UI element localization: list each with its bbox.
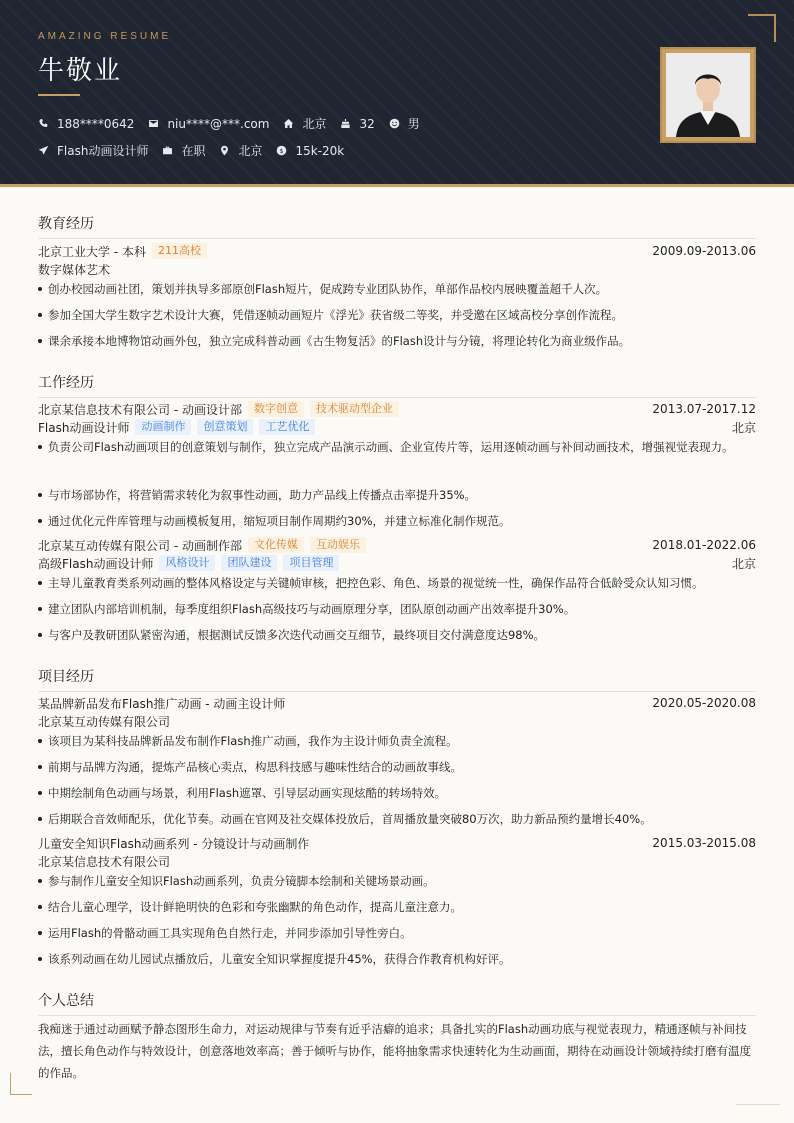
- mail-icon: [148, 118, 159, 129]
- skill-tag: 动画制作: [135, 419, 191, 435]
- target-city-item: [219, 142, 262, 159]
- target-city-text: 北京: [238, 144, 263, 158]
- list-item: 运用Flash的骨骼动画工具实现角色自然行走，并同步添加引导性旁白。: [38, 923, 738, 943]
- project-header-row: [38, 834, 756, 852]
- header-gold-rule: [0, 184, 794, 187]
- status-item: [162, 142, 205, 159]
- job-title-text: Flash动画设计师: [57, 144, 149, 158]
- location-item: [283, 115, 326, 132]
- skill-tag: 团队建设: [221, 555, 277, 571]
- list-item: 通过优化元件库管理与动画模板复用，缩短项目制作周期约30%，并建立标准化制作规范。: [38, 511, 738, 531]
- list-item: 创办校园动画社团，策划并执导多部原创Flash短片，促成跨专业团队协作，单部作品校内展映覆盖超千人次。: [38, 279, 738, 299]
- face-icon: [389, 118, 400, 129]
- list-item: 后期联合音效师配乐，优化节奏。动画在官网及社交媒体投放后，首周播放量突破80万次，助力新品预约量增长40%。: [38, 809, 738, 829]
- location-text: 北京: [302, 117, 327, 131]
- job-company: 北京某互动传媒有限公司 - 动画制作部: [38, 538, 242, 553]
- job-header-row: [38, 400, 756, 418]
- status-text: 在职: [181, 144, 206, 158]
- project-date: 2015.03-2015.08: [652, 836, 756, 850]
- section-title-work: 工作经历: [38, 372, 756, 398]
- job-header-row: [38, 536, 756, 554]
- list-item: 结合儿童心理学，设计鲜艳明快的色彩和夸张幽默的角色动作，提高儿童注意力。: [38, 897, 738, 917]
- summary-text: 我痴迷于通过动画赋予静态图形生命力，对运动规律与节奏有近乎洁癖的追求；具备扎实的Flash动画功底与视觉表现力，精通逐帧与补间技法，擅长角色动作与特效设计，创意落地效率高；善于倾听与协作，能将抽象需求快速转化为生动画面，期待在动画设计领域持续打磨有温度的作品。: [38, 1022, 751, 1080]
- job-date: 2013.07-2017.12: [652, 402, 756, 416]
- job-role: Flash动画设计师: [38, 420, 130, 435]
- briefcase-icon: [162, 145, 173, 156]
- skill-tag: 项目管理: [283, 555, 339, 571]
- list-item: 负责公司Flash动画项目的创意策划与制作，独立完成产品演示动画、企业宣传片等，运用逐帧动画与补间动画技术，增强视觉表现力。: [38, 437, 738, 457]
- job-role-row: [38, 418, 756, 436]
- company-tag: 互动娱乐: [310, 537, 366, 553]
- age-item: [340, 117, 374, 131]
- candidate-name: 牛敬业: [38, 56, 123, 86]
- skill-tag: 工艺优化: [259, 419, 315, 435]
- company-tag: 数字创意: [248, 401, 304, 417]
- profile-photo-frame: [660, 47, 756, 143]
- project-date: 2020.05-2020.08: [652, 696, 756, 710]
- company-tag: 技术驱动型企业: [310, 401, 399, 417]
- project-org: 北京某信息技术有限公司: [38, 855, 171, 869]
- job-title-item: [38, 142, 148, 159]
- gender-item: [389, 115, 420, 132]
- education-major: 数字媒体艺术: [38, 263, 111, 277]
- school-tag: 211高校: [152, 243, 207, 259]
- education-header-row: [38, 242, 756, 260]
- email-text: niu****@***.com: [167, 116, 270, 131]
- school-name: 北京工业大学 - 本科: [38, 244, 146, 259]
- list-item: 主导儿童教育类系列动画的整体风格设定与关键帧审核，把控色彩、角色、场景的视觉统一性，确保作品符合低龄受众认知习惯。: [38, 573, 738, 593]
- avatar-illustration: [666, 53, 750, 137]
- map-pin-icon: [219, 145, 230, 156]
- name-underline: [38, 94, 80, 96]
- contact-row: [38, 115, 434, 132]
- email-item: [148, 117, 269, 131]
- section-title-education: 教育经历: [38, 213, 756, 239]
- corner-decoration: [10, 1073, 32, 1095]
- footer-rule: [736, 1104, 780, 1105]
- svg-text:$: $: [280, 147, 284, 155]
- section-title-projects: 项目经历: [38, 666, 756, 692]
- home-icon: [283, 118, 294, 129]
- project-org: 北京某互动传媒有限公司: [38, 715, 171, 729]
- corner-decoration: [748, 14, 776, 42]
- list-item: 该项目为某科技品牌新品发布制作Flash推广动画，我作为主设计师负责全流程。: [38, 731, 738, 751]
- phone-icon: [38, 118, 49, 129]
- project-header-row: [38, 694, 756, 712]
- list-item: 该系列动画在幼儿园试点播放后，儿童安全知识掌握度提升45%，获得合作教育机构好评。: [38, 949, 738, 969]
- list-item: 参与制作儿童安全知识Flash动画系列，负责分镜脚本绘制和关键场景动画。: [38, 871, 738, 891]
- gender-text: 男: [407, 117, 420, 131]
- resume-header: [0, 0, 794, 184]
- coin-icon: [276, 145, 287, 156]
- job-date: 2018.01-2022.06: [652, 538, 756, 552]
- phone-text: 188****0642: [57, 116, 135, 131]
- job-city: 北京: [731, 420, 756, 435]
- list-item: 建立团队内部培训机制，每季度组织Flash高级技巧与动画原理分享，团队原创动画产出效率提升30%。: [38, 599, 738, 619]
- job-intent-row: [38, 142, 358, 159]
- skill-tag: 风格设计: [159, 555, 215, 571]
- job-role-row: [38, 554, 756, 572]
- age-text: 32: [359, 116, 375, 131]
- profile-photo: [666, 53, 750, 137]
- list-item: 中期绘制角色动画与场景，利用Flash遮罩、引导层动画实现炫酷的转场特效。: [38, 783, 738, 803]
- salary-text: 15k-20k: [295, 143, 345, 158]
- company-tag: 文化传媒: [248, 537, 304, 553]
- list-item: 参加全国大学生数字艺术设计大赛，凭借逐帧动画短片《浮光》获省级二等奖，并受邀在区域高校分享创作流程。: [38, 305, 738, 325]
- salary-item: [276, 144, 344, 158]
- tagline: AMAZING RESUME: [38, 31, 172, 42]
- education-date: 2009.09-2013.06: [652, 244, 756, 258]
- job-company: 北京某信息技术有限公司 - 动画设计部: [38, 402, 242, 417]
- job-role: 高级Flash动画设计师: [38, 556, 154, 571]
- list-item: 前期与品牌方沟通，提炼产品核心卖点，构思科技感与趣味性结合的动画故事线。: [38, 757, 738, 777]
- phone-item: [38, 117, 134, 131]
- list-item: 课余承接本地博物馆动画外包，独立完成科普动画《古生物复活》的Flash设计与分镜，将理论转化为商业级作品。: [38, 331, 738, 351]
- list-item: 与市场部协作，将营销需求转化为叙事性动画，助力产品线上传播点击率提升35%。: [38, 485, 738, 505]
- project-name: 某品牌新品发布Flash推广动画 - 动画主设计师: [38, 696, 286, 711]
- project-name: 儿童安全知识Flash动画系列 - 分镜设计与动画制作: [38, 836, 310, 851]
- job-city: 北京: [731, 556, 756, 571]
- cake-icon: [340, 118, 351, 129]
- section-title-summary: 个人总结: [38, 990, 756, 1016]
- send-icon: [38, 145, 49, 156]
- skill-tag: 创意策划: [197, 419, 253, 435]
- list-item: 与客户及教研团队紧密沟通，根据测试反馈多次迭代动画交互细节，最终项目交付满意度达98%。: [38, 625, 738, 645]
